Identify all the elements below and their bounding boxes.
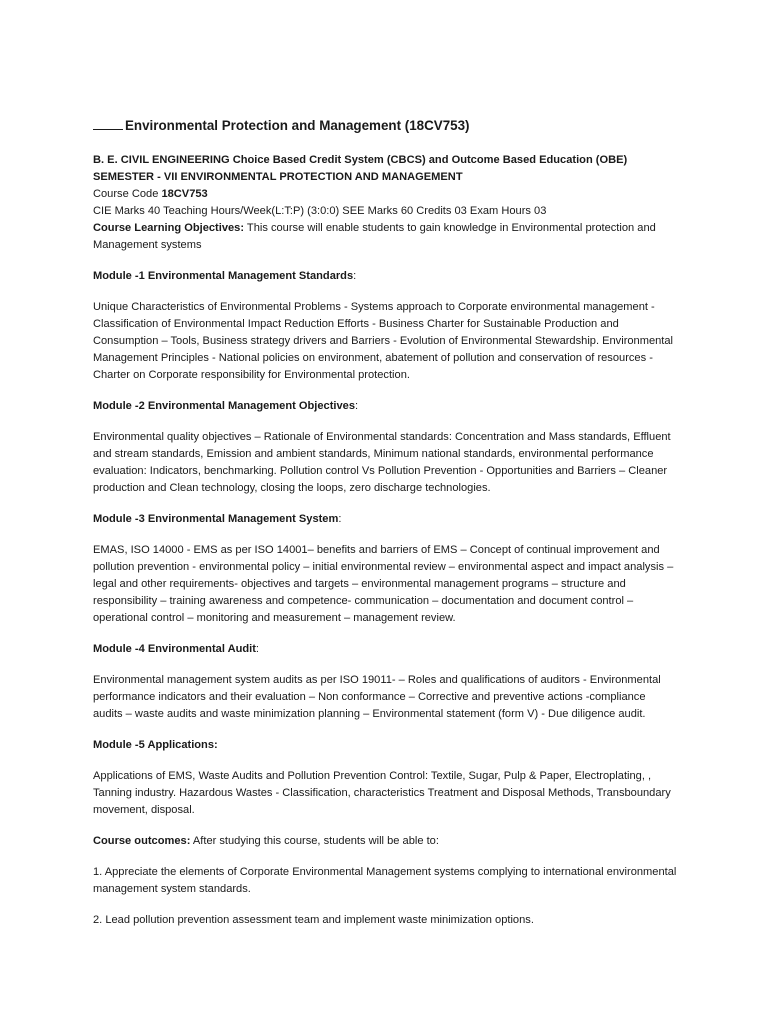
module-1 [93,268,678,384]
module-heading-text: Module -4 Environmental Audit [93,643,256,655]
module-body: Environmental management system audits as per ISO 19011- – Roles and qualifications of auditors - Environmental performance indicators and their evaluation – Non conformance – Corrective and preventive actions -compliance audits – waste audits and waste minimization planning – Environmental statement (form V) - Due diligence audit. [93,674,661,720]
outcome-item: 1. Appreciate the elements of Corporate Environmental Management systems complying to international environmental management system standards. [93,866,677,895]
document-title-text: Environmental Protection and Management (18CV753) [125,118,470,133]
objectives-line [93,220,678,254]
module-body: Environmental quality objectives – Rationale of Environmental standards: Concentration and Mass standards, Effluent and stream standards, Emission and ambient standards, Minimum national standards, environmental performance evaluation: Indicators, benchmarking. Pollution control Vs Pollution Prevention - Opportunities and Barriers – Cleaner production and Clean technology, closing the loops, zero discharge technologies. [93,431,671,494]
module-body: EMAS, ISO 14000 - EMS as per ISO 14001– benefits and barriers of EMS – Concept of continual improvement and pollution prevention - environmental policy – initial environmental review – environmental aspect and impact analysis – legal and other requirements- objectives and targets – environmental management programs – structure and responsibility – training awareness and competence- communication – documentation and document control – operational control – monitoring and measurement – management review. [93,544,674,624]
semester-line: SEMESTER - VII ENVIRONMENTAL PROTECTION AND MANAGEMENT [93,171,463,183]
module-body: Applications of EMS, Waste Audits and Pollution Prevention Control: Textile, Sugar, Pulp & Paper, Electroplating, , Tanning industry. Hazardous Wastes - Classification, characteristics Treatment and Disposal Methods, Transboundary movement, disposal. [93,770,671,816]
course-code-value: 18CV753 [161,188,208,200]
title-underline-lead [93,116,123,130]
objectives-label: Course Learning Objectives: [93,222,245,234]
outcomes-intro [93,833,678,850]
module-2 [93,398,678,497]
course-header [93,152,678,254]
module-heading [93,268,678,285]
module-body: Unique Characteristics of Environmental Problems - Systems approach to Corporate environmental management - Classification of Environmental Impact Reduction Efforts - Business Charter for Sustainable Production and Consumption – Tools, Business strategy drivers and Barriers - Evolution of Environmental Stewardship. Environmental Management Principles - National policies on environment, abatement of pollution and conservation of resources - Charter on Corporate responsibility for Environmental protection. [93,301,674,381]
module-4 [93,641,678,723]
module-heading-text: Module -5 Applications: [93,739,218,751]
module-heading-text: Module -2 Environmental Management Objectives [93,400,355,412]
outcomes-label: Course outcomes: [93,835,191,847]
course-code-label: Course Code [93,188,162,200]
module-heading [93,641,678,658]
module-heading-suffix: : [338,513,342,525]
module-5 [93,737,678,819]
module-heading [93,737,678,754]
objectives-text: This course will enable students to gain knowledge in Environmental protection and Management systems [93,222,656,251]
module-heading-text: Module -1 Environmental Management Standards [93,270,354,282]
module-heading [93,511,678,528]
module-heading-text: Module -3 Environmental Management System [93,513,339,525]
course-outcomes [93,833,678,929]
module-heading [93,398,678,415]
document-title [93,116,678,135]
module-heading-suffix: : [355,400,359,412]
marks-line: CIE Marks 40 Teaching Hours/Week(L:T:P) (3:0:0) SEE Marks 60 Credits 03 Exam Hours 03 [93,205,547,217]
module-heading-suffix: : [255,643,260,655]
course-code-line [93,186,678,203]
program-line: B. E. CIVIL ENGINEERING Choice Based Credit System (CBCS) and Outcome Based Education (OBE) [93,154,628,166]
module-3 [93,511,678,627]
module-heading-suffix: : [353,270,357,282]
outcome-item: 2. Lead pollution prevention assessment team and implement waste minimization options. [93,914,534,926]
outcomes-text: After studying this course, students will be able to: [190,835,439,847]
